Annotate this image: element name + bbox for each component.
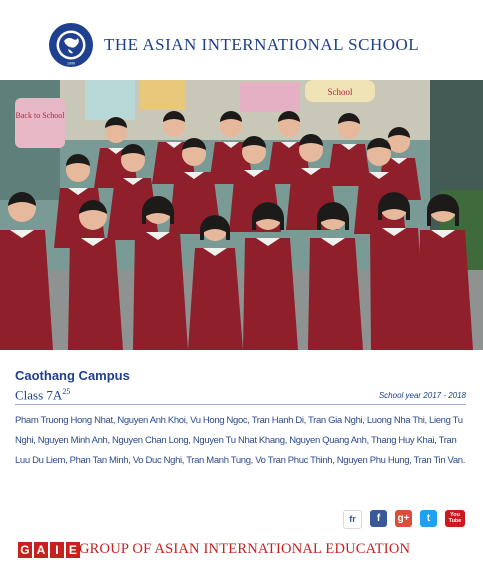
youtube-icon[interactable]: You Tube [445, 510, 465, 527]
class-superscript: 25 [62, 387, 71, 396]
social-links [343, 510, 465, 529]
student-names: Pham Truong Hong Nhat, Nguyen Anh Khoi, Vu Hong Ngoc, Tran Hanh Di, Tran Gia Nghi, Luong Nha Thi, Lieng Tu Nghi, Nguyen Minh Anh, Nguyen Chan Long, Nguyen Tu Nhat Khang, Nguyen Quang Anh, Thang Huy Khai, Tran Luu Du Liem, Phan Tan Minh, Vo Duc Nghi, Tran Manh Tung, Vo Tran Phuc Thinh, Nguyen Phu Hung, Tran Tin Van. [15, 415, 465, 466]
gaie-letter: E [66, 542, 80, 558]
school-year: School year 2017 - 2018 [378, 391, 466, 400]
footer [18, 541, 410, 558]
gaie-letter: I [50, 542, 64, 558]
back-to-school-banner [15, 98, 65, 148]
gaie-letter: A [34, 542, 48, 558]
gaie-logo [18, 542, 80, 558]
banner-right-text: School [327, 87, 353, 97]
logo-year: 1999 [67, 61, 75, 66]
divider [15, 404, 466, 405]
class-name-text: Class 7A [15, 387, 63, 403]
banner-left-text: Back to School [15, 111, 65, 120]
google-plus-icon[interactable]: g+ [395, 510, 412, 527]
class-photo [0, 80, 483, 350]
header [0, 0, 483, 80]
school-logo [48, 22, 94, 68]
campus-name: Caothang Campus [15, 368, 130, 383]
gaie-letter: G [18, 542, 32, 558]
facebook-icon[interactable]: f [370, 510, 387, 527]
class-name [15, 387, 70, 403]
footer-text: GROUP OF ASIAN INTERNATIONAL EDUCATION [79, 541, 411, 557]
twitter-icon[interactable]: t [420, 510, 437, 527]
school-name: THE ASIAN INTERNATIONAL SCHOOL [104, 35, 420, 54]
francais-icon[interactable]: fr [343, 510, 362, 529]
